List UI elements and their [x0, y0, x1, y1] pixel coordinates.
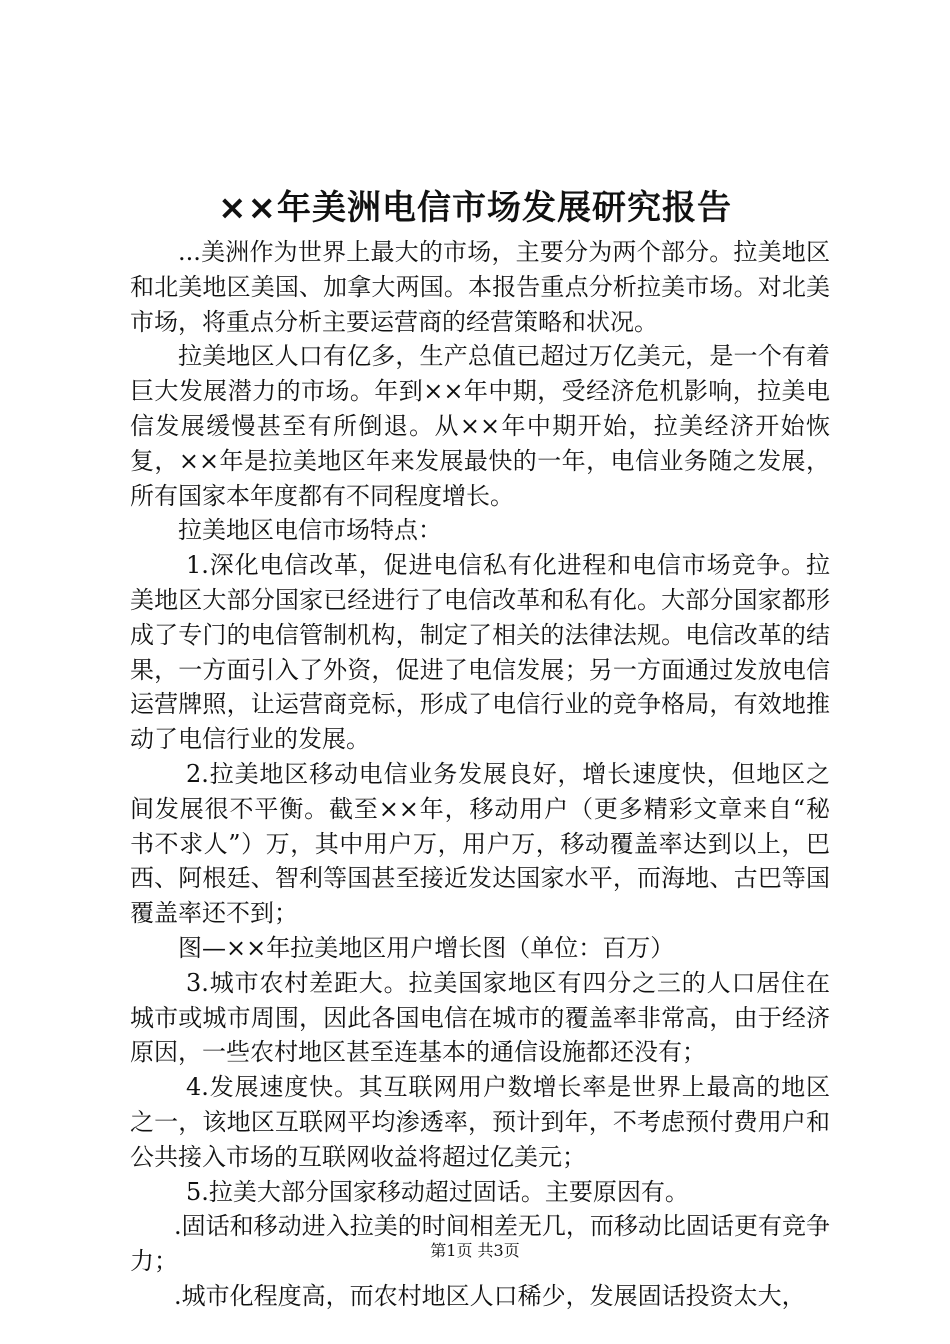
page-number-footer: 第1页 共3页 — [430, 1241, 520, 1260]
paragraph-feature-4: 4.发展速度快。其互联网用户数增长率是世界上最高的地区之一，该地区互联网平均渗透率，预计到年，不考虑预付费用户和公共接入市场的互联网收益将超过亿美元； — [130, 1073, 830, 1171]
paragraph-market-features-heading: 拉美地区电信市场特点： — [178, 516, 442, 545]
paragraph-intro: ...美洲作为世界上最大的市场，主要分为两个部分。拉美地区和北美地区美国、加拿大两国。本报告重点分析拉美市场。对北美市场，将重点分析主要运营商的经营策略和状况。 — [130, 238, 830, 336]
paragraph-feature-5: 5.拉美大部分国家移动超过固话。主要原因有。 — [186, 1177, 689, 1206]
paragraph-feature-3: 3.城市农村差距大。拉美国家地区有四分之三的人口居住在城市或城市周围，因此各国电信在城市的覆盖率非常高，由于经济原因，一些农村地区甚至连基本的通信设施都还没有； — [130, 968, 830, 1067]
paragraph-feature-1: 1.深化电信改革，促进电信私有化进程和电信市场竞争。拉美地区大部分国家已经进行了电信改革和私有化。大部分国家都形成了专门的电信管制机构，制定了相关的法律法规。电信改革的结果，一方面引入了外资，促进了电信发展；另一方面通过发放电信运营牌照，让运营商竞标，形成了电信行业的竞争格局，有效地推动了电信行业的发展。 — [130, 551, 830, 754]
document-title: ××年美洲电信市场发展研究报告 — [218, 188, 732, 228]
paragraph-feature-2: 2.拉美地区移动电信业务发展良好，增长速度快，但地区之间发展很不平衡。截至××年，移动用户（更多精彩文章来自“秘书不求人”）万，其中用户万，用户万，移动覆盖率达到以上，巴西、阿根廷、智利等国甚至接近发达国家水平，而海地、古巴等国覆盖率还不到； — [130, 759, 830, 928]
paragraph-reason-2: .城市化程度高，而农村地区人口稀少，发展固话投资太大， — [174, 1281, 806, 1310]
paragraph-latin-america-overview: 拉美地区人口有亿多，生产总值已超过万亿美元，是一个有着巨大发展潜力的市场。年到××年中期，受经济危机影响，拉美电信发展缓慢甚至有所倒退。从××年中期开始，拉美经济开始恢复，××年是拉美地区年来发展最快的一年，电信业务随之发展，所有国家本年度都有不同程度增长。 — [130, 342, 830, 510]
paragraph-figure-caption: 图—××年拉美地区用户增长图（单位：百万） — [178, 933, 675, 962]
paragraph-reason-1: .固话和移动进入拉美的时间相差无几，而移动比固话更有竞争力； — [130, 1212, 830, 1276]
document-body — [130, 235, 830, 1314]
